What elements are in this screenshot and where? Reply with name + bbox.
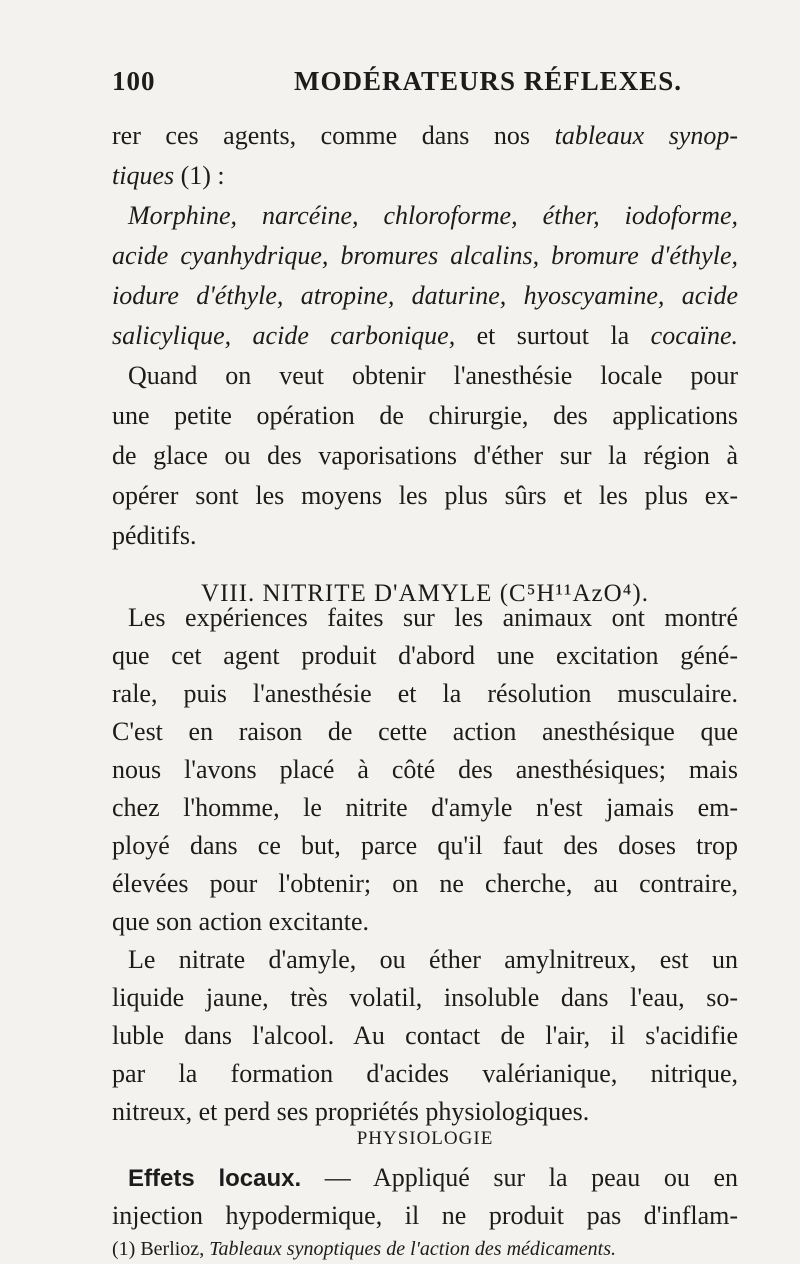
footnote-prefix: (1) Berlioz, [112,1238,210,1260]
text-span: rer ces agents, comme dans nos [112,121,555,150]
text-line: par la formation d'acides valérianique, nitrique, [112,1059,738,1088]
bold-run-in-heading: Effets locaux. [128,1165,302,1192]
text-span: — Appliqué sur la peau ou en [301,1163,738,1192]
text-line [112,116,738,156]
text-span: (1) : [174,161,225,190]
text-line [112,156,738,196]
text-line: que cet agent produit d'abord une excitation géné- [112,641,738,670]
text-line: acide cyanhydrique, bromures alcalins, bromure d'éthyle, [112,241,738,270]
text-line: nitreux, et perd ses propriétés physiologiques. [112,1097,590,1126]
italic-span: salicylique, acide carbonique, [112,321,456,350]
running-head [112,66,752,106]
text-line: opérer sont les moyens les plus sûrs et les plus ex- [112,481,738,510]
text-line: Les expériences faites sur les animaux ont montré [128,603,738,632]
text-line: Morphine, narcéine, chloroforme, éther, iodoforme, [128,201,738,230]
text-line: injection hypodermique, il ne produit pas d'inflam- [112,1201,738,1230]
text-line: iodure d'éthyle, atropine, daturine, hyoscyamine, acide [112,281,738,310]
running-title: MODÉRATEURS RÉFLEXES. [294,66,683,96]
text-line: péditifs. [112,521,197,550]
footnote [112,1234,738,1264]
text-line: rale, puis l'anesthésie et la résolution musculaire. [112,679,738,708]
text-line: de glace ou des vaporisations d'éther sur la région à [112,441,738,470]
text-line: Le nitrate d'amyle, ou éther amylnitreux, est un [128,945,738,974]
text-line [128,1158,738,1199]
text-line: une petite opération de chirurgie, des applications [112,401,738,430]
text-line: luble dans l'alcool. Au contact de l'air, il s'acidifie [112,1021,738,1050]
page-number: 100 [112,66,156,96]
italic-span: cocaïne. [650,321,738,350]
italic-span: tiques [112,161,175,190]
text-line: chez l'homme, le nitrite d'amyle n'est jamais em- [112,793,738,822]
section-title: VIII. NITRITE D'AMYLE (C⁵H¹¹AzO⁴). [201,580,649,607]
text-line: que son action excitante. [112,907,370,936]
text-line [112,316,738,356]
italic-span: tableaux synop- [554,121,739,150]
text-line: C'est en raison de cette action anesthésique que [112,717,738,746]
text-span: et surtout la [455,321,651,350]
subheading: PHYSIOLOGIE [356,1128,494,1149]
text-line: ployé dans ce but, parce qu'il faut des doses trop [112,831,738,860]
text-line: liquide jaune, très volatil, insoluble dans l'eau, so- [112,983,738,1012]
text-line: nous l'avons placé à côté des anesthésiques; mais [112,755,738,784]
footnote-title: Tableaux synoptiques de l'action des médicaments. [209,1238,616,1260]
text-line: Quand on veut obtenir l'anesthésie locale pour [128,361,738,390]
text-line: élevées pour l'obtenir; on ne cherche, au contraire, [112,869,738,898]
